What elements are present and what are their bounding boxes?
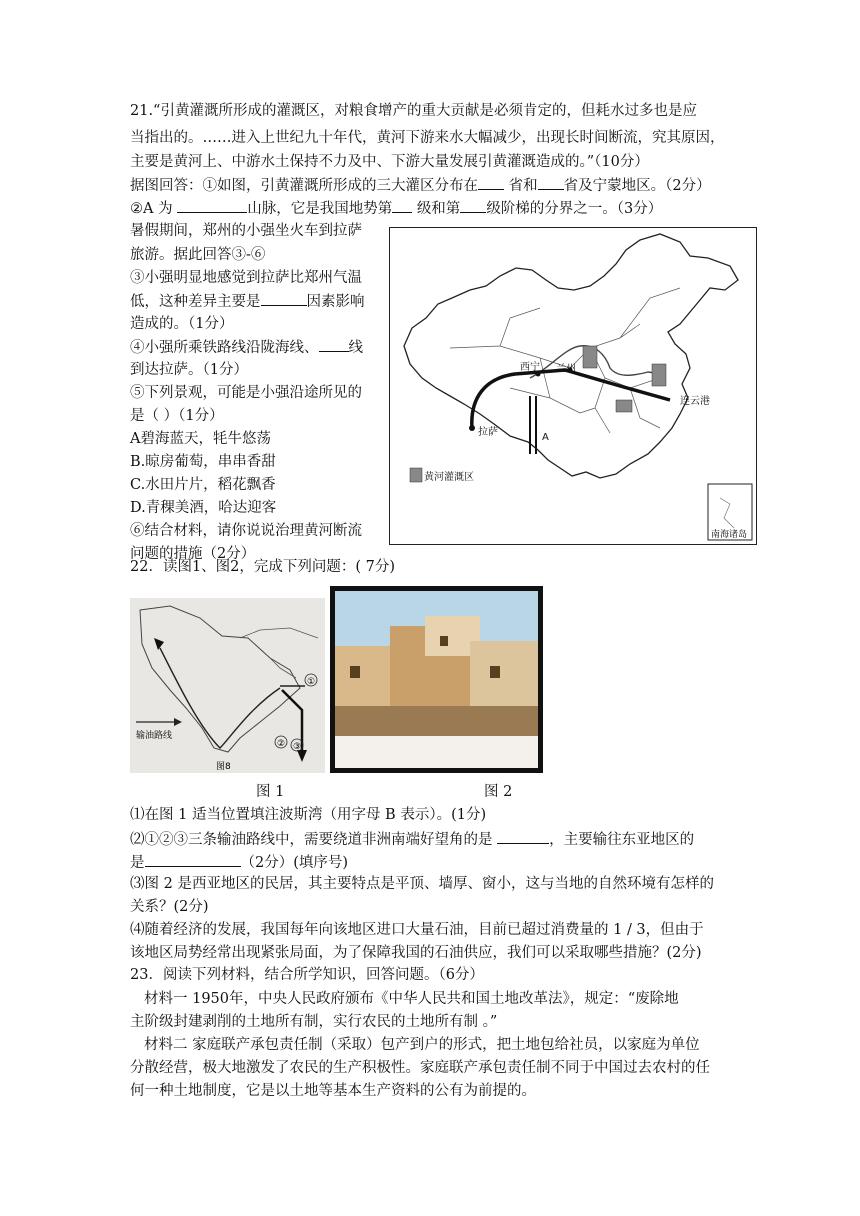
china-map-svg bbox=[390, 228, 756, 544]
q21-col-6-a: ④小强所乘铁路线沿陇海线、 bbox=[130, 340, 319, 356]
q21-line-3: 主要是黄河上、中游水土保持不力及中、下游大量发展引黄灌溉造成的。”（10分） bbox=[130, 154, 649, 170]
q23-title: 23．阅读下列材料，结合所学知识，回答问题。（6分） bbox=[130, 967, 484, 983]
map-label-a: A bbox=[542, 432, 549, 443]
q21-line-1: 21.“引黄灌溉所形成的灌溉区，对粮食增产的重大贡献是必须肯定的，但耗水过多也是应 bbox=[130, 103, 697, 119]
map-legend: 黄河灌溉区 bbox=[424, 472, 474, 483]
q21-line-5-d: 级阶梯的分界之一。（3分） bbox=[486, 201, 663, 217]
q22-part-2-a: ⑵①②③三条输油路线中，需要绕道非洲南端好望角的是 bbox=[130, 832, 493, 848]
figure-1-svg bbox=[130, 598, 325, 773]
figure-2-dwelling-photo bbox=[330, 586, 543, 773]
china-outline bbox=[404, 234, 738, 478]
q21-col-15: 问题的措施（2分） bbox=[130, 546, 256, 562]
fig1-marker-2: ② bbox=[277, 739, 286, 749]
q22-part-2-cont bbox=[130, 852, 348, 873]
q22-part-3-b: （2分）(填序号) bbox=[240, 855, 349, 871]
q21-col-5: 造成的。（1分） bbox=[130, 316, 234, 332]
q22-part-3-a: 是 bbox=[130, 855, 145, 871]
q21-col-14: ⑥结合材料，请你说说治理黄河断流 bbox=[130, 523, 362, 539]
blank-province-1[interactable] bbox=[478, 175, 504, 190]
q22-part-3: ⑶图 2 是西亚地区的民居，其主要特点是平顶、墙厚、窗小，这与当地的自然环境有怎样的 bbox=[130, 876, 714, 892]
map-label-lanzhou: 兰州 bbox=[556, 364, 576, 375]
q22-part-4-cont: 该地区局势经常出现紧张局面，为了保障我国的石油供应，我们可以采取哪些措施？(2分) bbox=[130, 945, 702, 961]
q23-material-1-line-1: 材料一 1950年，中央人民政府颁布《中华人民共和国土地改革法》，规定：“废除地 bbox=[144, 991, 679, 1007]
railway-route bbox=[472, 370, 670, 428]
blank-railway[interactable] bbox=[319, 337, 349, 352]
figure-2-caption: 图 2 bbox=[484, 784, 513, 800]
china-map bbox=[389, 227, 757, 545]
fig1-code: 图8 bbox=[216, 762, 231, 772]
q21-col-4 bbox=[130, 291, 385, 312]
q21-line-5-a: ②A 为 bbox=[130, 201, 173, 217]
q21-col-2: 旅游。据此回答③-⑥ bbox=[130, 247, 266, 263]
q21-line-4-a: 据图回答：①如图，引黄灌溉所形成的三大灌区分布在 bbox=[130, 178, 478, 194]
fig1-marker-1: ① bbox=[307, 677, 316, 687]
option-a: A碧海蓝天，牦牛悠荡 bbox=[130, 431, 271, 447]
blank-cape-route[interactable] bbox=[497, 829, 549, 844]
fig1-marker-3: ③ bbox=[293, 742, 302, 752]
option-c: C.水田片片，稻花飘香 bbox=[130, 477, 276, 493]
map-inset-label: 南海诸岛 bbox=[711, 530, 748, 540]
option-d: D.青稞美酒，哈达迎客 bbox=[130, 500, 277, 516]
province-lines bbox=[450, 288, 680, 433]
q21-line-5 bbox=[130, 198, 662, 219]
q21-col-7: 到达拉萨。（1分） bbox=[130, 362, 248, 378]
q21-line-4 bbox=[130, 175, 711, 196]
q22-title: 22．读图1、图2，完成下列问题：( 7分) bbox=[130, 559, 396, 575]
blank-east-asia-route[interactable] bbox=[145, 852, 241, 867]
q23-material-2-line-3: 何一种土地制度，它是以土地等基本生产资料的公有为前提的。 bbox=[130, 1083, 536, 1099]
q21-col-1: 暑假期间，郑州的小强坐火车到拉萨 bbox=[130, 223, 362, 239]
q23-material-2-line-1: 材料二 家庭联产承包责任制（采取）包产到户的形式，把土地包给社员，以家庭为单位 bbox=[144, 1037, 700, 1053]
q22-part-2-b: ，主要输往东亚地区的 bbox=[549, 832, 695, 848]
q22-part-2 bbox=[130, 829, 694, 850]
q21-col-4-a: 低，这种差异主要是 bbox=[130, 294, 261, 310]
q22-part-1: ⑴在图 1 适当位置填注波斯湾（用字母 B 表示）。(1分) bbox=[130, 807, 487, 823]
q21-col-9: 是（ ）（1分） bbox=[130, 408, 224, 424]
blank-factor[interactable] bbox=[261, 291, 307, 306]
q21-col-3: ③小强明显地感觉到拉萨比郑州气温 bbox=[130, 270, 362, 286]
blank-step-1[interactable] bbox=[392, 198, 412, 213]
figure-1-oil-routes bbox=[130, 598, 325, 773]
q21-col-6 bbox=[130, 337, 385, 358]
q21-line-2: 当指出的。……进入上世纪九十年代，黄河下游来水大幅减少，出现长时间断流，究其原因， bbox=[130, 130, 725, 146]
fig1-route-legend: 输油路线 bbox=[136, 731, 173, 741]
q21-col-8: ⑤下列景观，可能是小强沿途所见的 bbox=[130, 385, 362, 401]
figure-1-caption: 图 1 bbox=[256, 784, 285, 800]
q21-line-5-b: 山脉，它是我国地势第 bbox=[247, 201, 393, 217]
q23-material-2-line-2: 分散经营，极大地激发了农民的生产积极性。家庭联产承包责任制不同于中国过去农村的任 bbox=[130, 1060, 710, 1076]
q23-material-1-line-2: 主阶级封建剥削的土地所有制，实行农民的土地所有制 。” bbox=[130, 1014, 498, 1030]
q22-part-4: ⑷随着经济的发展，我国每年向该地区进口大量石油，目前已超过消费量的 1 / 3，但由于 bbox=[130, 922, 704, 938]
q21-line-5-c: 级和第 bbox=[416, 201, 461, 217]
q22-part-3-cont: 关系？(2分) bbox=[130, 899, 209, 915]
option-b: B.晾房葡萄，串串香甜 bbox=[130, 454, 276, 470]
map-label-lasa: 拉萨 bbox=[478, 427, 498, 438]
q21-line-4-c: 省及宁蒙地区。（2分） bbox=[563, 178, 711, 194]
q21-col-6-b: 线 bbox=[348, 340, 363, 356]
map-label-lianyungang: 连云港 bbox=[680, 396, 710, 407]
blank-mountain[interactable] bbox=[177, 198, 247, 213]
route-2 bbox=[160, 648, 280, 748]
figure-2-svg bbox=[330, 586, 543, 773]
map-label-xining: 西宁 bbox=[520, 362, 540, 373]
blank-province-2[interactable] bbox=[538, 175, 564, 190]
q21-line-4-b: 省和 bbox=[508, 178, 538, 194]
blank-step-2[interactable] bbox=[460, 198, 486, 213]
q21-col-4-b: 因素影响 bbox=[306, 294, 365, 310]
